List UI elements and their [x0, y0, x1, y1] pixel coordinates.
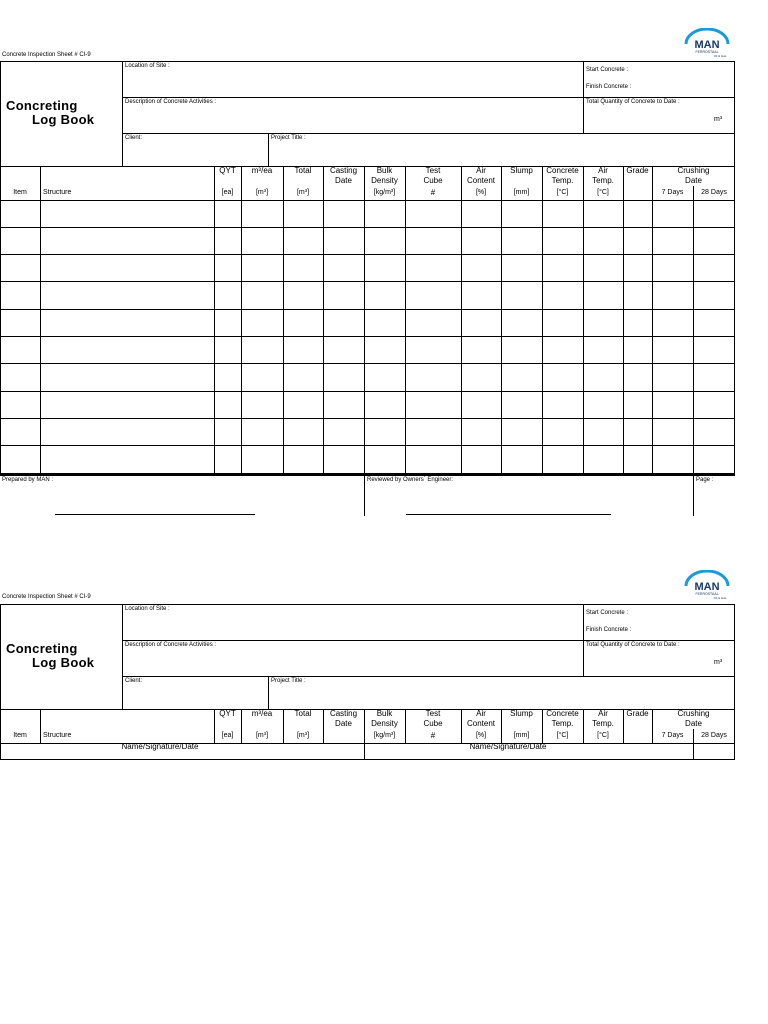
col-grade: Grade — [626, 166, 649, 175]
col-concrete-temp: Concrete — [546, 709, 579, 718]
col-casting-2: Date — [335, 719, 352, 728]
col-casting-2: Date — [335, 176, 352, 185]
start-concrete-label: Start Concrete : — [586, 610, 629, 616]
col-air: Air — [476, 166, 486, 175]
col-air-temp-2: Temp. — [592, 176, 614, 185]
col-air-2: Content — [466, 719, 496, 728]
col-qty-unit: [ea] — [221, 732, 234, 739]
reviewed-by-label: Reviewed by Owners´ Engineer: — [367, 477, 454, 483]
description-label: Description of Concrete Activities : — [125, 99, 217, 105]
logbook-title-2: Log Book — [32, 655, 95, 670]
col-slump: Slump — [510, 166, 533, 175]
col-test-2: Cube — [423, 719, 443, 728]
col-test: Test — [425, 709, 441, 718]
start-concrete-label: Start Concrete : — [586, 67, 629, 73]
col-test-unit: # — [430, 188, 436, 197]
description-label: Description of Concrete Activities : — [125, 642, 217, 648]
col-test: Test — [425, 166, 441, 175]
col-concrete-temp-2: Temp. — [551, 719, 574, 728]
col-concrete-temp-2: Temp. — [551, 176, 574, 185]
col-crushing: Crushing — [677, 709, 710, 718]
col-concrete-temp-unit: [°C] — [556, 732, 569, 739]
finish-concrete-label: Finish Concrete : — [586, 627, 632, 633]
col-slump: Slump — [510, 709, 533, 718]
location-label: Location of Site : — [125, 606, 170, 612]
col-bulk-2: Density — [371, 719, 398, 728]
col-air-temp: Air — [598, 166, 608, 175]
page-label: Page : — [696, 477, 714, 483]
col-m3ea-unit: [m³] — [255, 189, 269, 196]
col-total: Total — [294, 709, 312, 718]
col-bulk: Bulk — [376, 166, 393, 175]
col-air-temp-unit: [°C] — [597, 732, 609, 739]
col-qty: QYT — [219, 166, 236, 175]
col-item: Item — [13, 732, 27, 739]
logbook-title-1: Concreting — [6, 641, 78, 656]
sheet-title: Concrete Inspection Sheet # CI-9 — [2, 594, 91, 600]
company-logo — [682, 570, 732, 600]
col-7-days: 7 Days — [661, 189, 684, 196]
col-m3ea: m³/ea — [251, 709, 273, 718]
col-total: Total — [294, 166, 312, 175]
col-air-temp-2: Temp. — [592, 719, 614, 728]
col-concrete-temp-unit: [°C] — [556, 189, 569, 196]
prepared-by-label: Prepared by MAN : — [2, 477, 54, 483]
col-test-2: Cube — [423, 176, 443, 185]
svg-text:Oil & Gas: Oil & Gas — [713, 54, 727, 58]
sheet-title: Concrete Inspection Sheet # CI-9 — [2, 52, 91, 58]
col-crushing: Crushing — [677, 166, 710, 175]
col-air-temp: Air — [598, 709, 608, 718]
col-slump-unit: [mm] — [513, 189, 530, 196]
col-air-2: Content — [466, 176, 496, 185]
project-title-label: Project Title : — [271, 135, 306, 141]
svg-text:MAN: MAN — [694, 39, 720, 51]
inspection-sheet-2 — [0, 543, 768, 763]
col-item: Item — [13, 189, 27, 196]
reviewed-signature-line — [406, 514, 611, 515]
unit-m3: m³ — [714, 659, 723, 666]
col-air-unit: [%] — [475, 732, 487, 739]
svg-text:FERROSTAAL: FERROSTAAL — [695, 50, 719, 54]
finish-concrete-label: Finish Concrete : — [586, 84, 632, 90]
location-label: Location of Site : — [125, 63, 170, 69]
project-title-label: Project Title : — [271, 678, 306, 684]
col-casting: Casting — [329, 709, 358, 718]
col-28-days: 28 Days — [701, 732, 727, 739]
header-box — [0, 61, 735, 474]
col-structure: Structure — [43, 189, 72, 196]
col-slump-unit: [mm] — [513, 732, 530, 739]
col-air-unit: [%] — [475, 189, 487, 196]
col-total-unit: [m³] — [296, 732, 310, 739]
col-qty: QYT — [219, 709, 236, 718]
name-signature-date-left: Name/Signature/Date — [121, 742, 199, 751]
logbook-title-1: Concreting — [6, 98, 78, 113]
col-m3ea-unit: [m³] — [255, 732, 269, 739]
total-quantity-label: Total Quantity of Concrete to Date : — [586, 99, 680, 105]
col-grade: Grade — [626, 709, 649, 718]
col-test-unit: # — [430, 731, 436, 740]
col-casting: Casting — [329, 166, 358, 175]
col-bulk: Bulk — [376, 709, 393, 718]
col-total-unit: [m³] — [296, 189, 310, 196]
col-crushing-2: Date — [685, 719, 702, 728]
col-crushing-2: Date — [685, 176, 702, 185]
prepared-signature-line — [55, 514, 255, 515]
col-air-temp-unit: [°C] — [597, 189, 609, 196]
svg-text:FERROSTAAL: FERROSTAAL — [695, 592, 719, 596]
svg-text:MAN: MAN — [694, 581, 720, 593]
client-label: Client: — [125, 678, 143, 684]
client-label: Client: — [125, 135, 143, 141]
svg-text:Oil & Gas: Oil & Gas — [713, 596, 727, 600]
name-signature-date-right: Name/Signature/Date — [469, 742, 547, 751]
company-logo — [682, 28, 732, 58]
total-quantity-label: Total Quantity of Concrete to Date : — [586, 642, 680, 648]
col-qty-unit: [ea] — [221, 189, 234, 196]
col-7-days: 7 Days — [661, 732, 684, 739]
col-bulk-unit: [kg/m³] — [373, 189, 396, 196]
logbook-title-2: Log Book — [32, 112, 95, 127]
col-m3ea: m³/ea — [251, 166, 273, 175]
col-air: Air — [476, 709, 486, 718]
col-bulk-2: Density — [371, 176, 398, 185]
col-concrete-temp: Concrete — [546, 166, 579, 175]
col-28-days: 28 Days — [701, 189, 727, 196]
col-structure: Structure — [43, 732, 72, 739]
unit-m3: m³ — [714, 116, 723, 123]
col-bulk-unit: [kg/m³] — [373, 732, 396, 739]
